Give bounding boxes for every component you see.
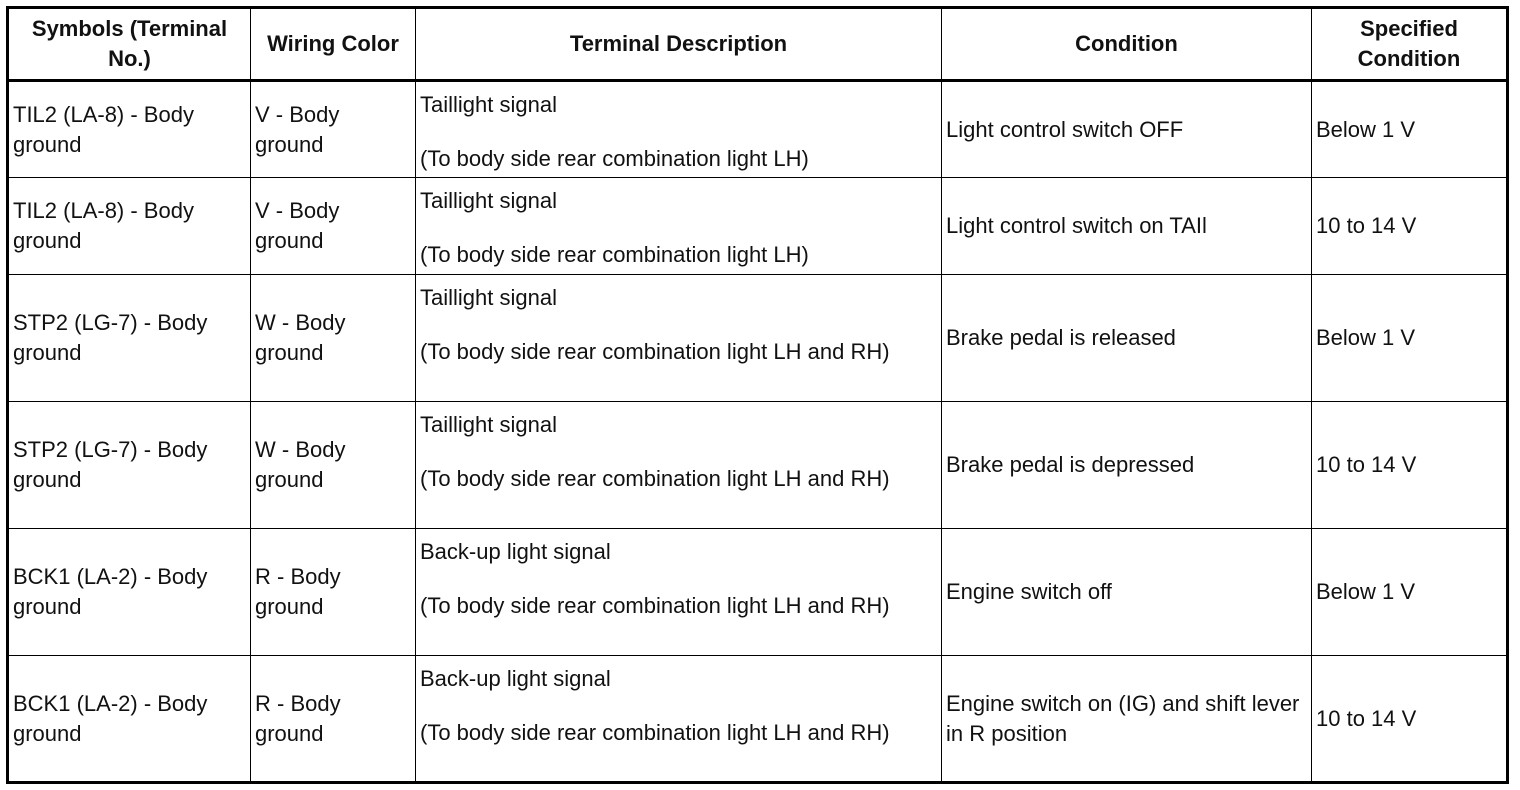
cell-wiring-color: V - Body ground	[251, 178, 416, 275]
cell-condition: Engine switch off	[942, 529, 1312, 656]
cell-specified-condition: Below 1 V	[1312, 529, 1508, 656]
table-row	[8, 178, 1508, 275]
header-wiring-color: Wiring Color	[251, 8, 416, 81]
cell-condition: Brake pedal is depressed	[942, 402, 1312, 529]
cell-symbols: BCK1 (LA-2) - Body ground	[8, 656, 251, 783]
table-row	[8, 402, 1508, 529]
header-terminal-description: Terminal Description	[416, 8, 942, 81]
cell-condition: Light control switch OFF	[942, 81, 1312, 178]
cell-symbols: BCK1 (LA-2) - Body ground	[8, 529, 251, 656]
header-specified-condition: Specified Condition	[1312, 8, 1508, 81]
cell-terminal-description	[416, 402, 942, 529]
cell-condition: Light control switch on TAIl	[942, 178, 1312, 275]
cell-condition: Engine switch on (IG) and shift lever in R position	[942, 656, 1312, 783]
description-title: Taillight signal	[420, 285, 557, 310]
description-detail: (To body side rear combination light LH)	[420, 242, 809, 267]
cell-wiring-color: R - Body ground	[251, 656, 416, 783]
cell-symbols: TIL2 (LA-8) - Body ground	[8, 81, 251, 178]
cell-wiring-color: V - Body ground	[251, 81, 416, 178]
table-row	[8, 656, 1508, 783]
cell-symbols: STP2 (LG-7) - Body ground	[8, 275, 251, 402]
header-symbols: Symbols (Terminal No.)	[8, 8, 251, 81]
terminal-spec-table	[6, 6, 1509, 784]
cell-specified-condition: Below 1 V	[1312, 275, 1508, 402]
cell-symbols: STP2 (LG-7) - Body ground	[8, 402, 251, 529]
header-condition: Condition	[942, 8, 1312, 81]
cell-specified-condition: 10 to 14 V	[1312, 402, 1508, 529]
cell-terminal-description	[416, 81, 942, 178]
description-detail: (To body side rear combination light LH)	[420, 146, 809, 171]
cell-wiring-color: R - Body ground	[251, 529, 416, 656]
description-title: Taillight signal	[420, 412, 557, 437]
cell-terminal-description	[416, 529, 942, 656]
cell-terminal-description	[416, 178, 942, 275]
cell-terminal-description	[416, 656, 942, 783]
description-title: Taillight signal	[420, 188, 557, 213]
description-detail: (To body side rear combination light LH and RH)	[420, 593, 890, 618]
description-title: Taillight signal	[420, 92, 557, 117]
cell-condition: Brake pedal is released	[942, 275, 1312, 402]
description-title: Back-up light signal	[420, 666, 611, 691]
cell-terminal-description	[416, 275, 942, 402]
description-title: Back-up light signal	[420, 539, 611, 564]
table-row	[8, 529, 1508, 656]
cell-specified-condition: Below 1 V	[1312, 81, 1508, 178]
table-row	[8, 275, 1508, 402]
description-detail: (To body side rear combination light LH and RH)	[420, 466, 890, 491]
cell-wiring-color: W - Body ground	[251, 275, 416, 402]
cell-specified-condition: 10 to 14 V	[1312, 656, 1508, 783]
description-detail: (To body side rear combination light LH and RH)	[420, 339, 890, 364]
description-detail: (To body side rear combination light LH and RH)	[420, 720, 890, 745]
cell-wiring-color: W - Body ground	[251, 402, 416, 529]
cell-symbols: TIL2 (LA-8) - Body ground	[8, 178, 251, 275]
header-row	[8, 8, 1508, 81]
cell-specified-condition: 10 to 14 V	[1312, 178, 1508, 275]
table-row	[8, 81, 1508, 178]
